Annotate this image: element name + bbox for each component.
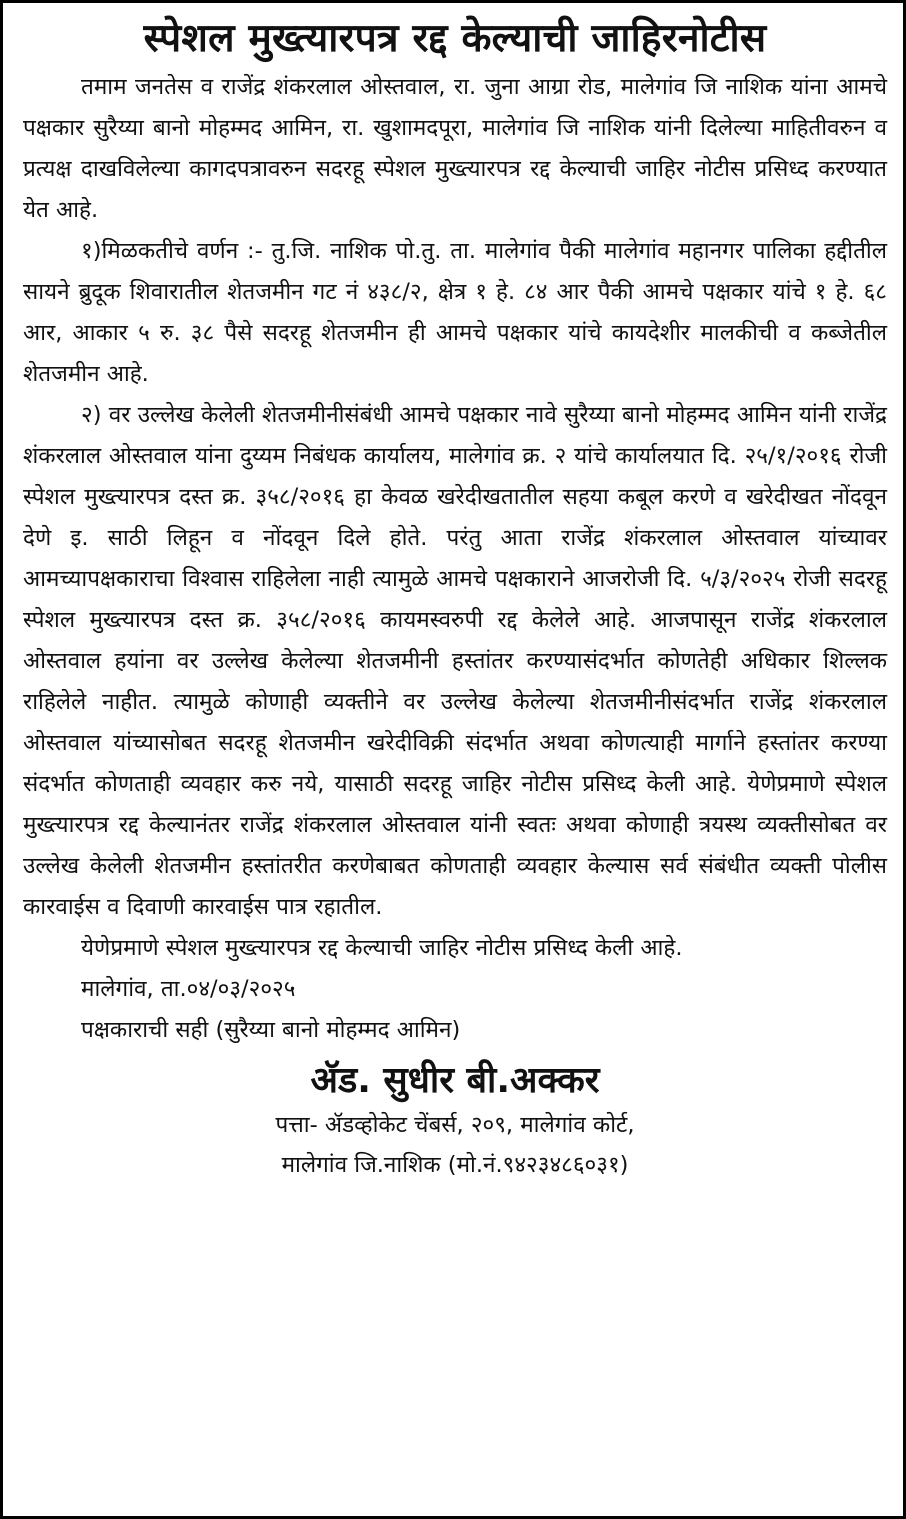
property-description-paragraph: १)मिळकतीचे वर्णन :- तु.जि. नाशिक पो.तु. ता. मालेगांव पैकी मालेगांव महानगर पालिका हद्दीतील सायने ब्रुदूक शिवारातील शेतजमीन गट नं ४३८/२, क्षेत्र १ हे. ८४ आर पैकी आमचे पक्षकार यांचे १ हे. ६८ आर, आकार ५ रु. ३८ पैसे सदरहू शेतजमीन ही आमचे पक्षकार यांचे कायदेशीर मालकीची व कब्जेतील शेतजमीन आहे. <box>23 238 887 387</box>
revocation-details-paragraph: २) वर उल्लेख केलेली शेतजमीनीसंबंधी आमचे पक्षकार नावे सुरैय्या बानो मोहम्मद आमिन यांनी राजेंद्र शंकरलाल ओस्तवाल यांना दुय्यम निबंधक कार्यालय, मालेगांव क्र. २ यांचे कार्यालयात दि. २५/१/२०१६ रोजी स्पेशल मुख्त्यारपत्र दस्त क्र. ३५८/२०१६ हा केवळ खरेदीखतातील सहया कबूल करणे व खरेदीखत नोंदवून देणे इ. साठी लिहून व नोंदवून दिले होते. परंतु आता राजेंद्र शंकरलाल ओस्तवाल यांच्यावर आमच्यापक्षकाराचा विश्वास राहिलेला नाही त्यामुळे आमचे पक्षकाराने आजरोजी दि. ५/३/२०२५ रोजी सदरहू स्पेशल मुख्त्यारपत्र दस्त क्र. ३५८/२०१६ कायमस्वरुपी रद्द केलेले आहे. आजपासून राजेंद्र शंकरलाल ओस्तवाल हयांना वर उल्लेख केलेल्या शेतजमीनी हस्तांतर करण्यासंदर्भात कोणतेही अधिकार शिल्लक राहिलेले नाहीत. त्यामुळे कोणाही व्यक्तीने वर उल्लेख केलेल्या शेतजमीनीसंदर्भात राजेंद्र शंकरलाल ओस्तवाल यांच्यासोबत सदरहू शेतजमीन खरेदीविक्री संदर्भात अथवा कोणत्याही मार्गाने हस्तांतर करण्या संदर्भात कोणताही व्यवहार करु नये, यासाठी सदरहू जाहिर नोटीस प्रसिध्द केली आहे. येणेप्रमाणे स्पेशल मुख्त्यारपत्र रद्द केल्यानंतर राजेंद्र शंकरलाल ओस्तवाल यांनी स्वतः अथवा कोणाही त्रयस्थ व्यक्तीसोबत वर उल्लेख केलेली शेतजमीन हस्तांतरीत करणेबाबत कोणताही व्यवहार केल्यास सर्व संबंधीत व्यक्ती पोलीस कारवाईस व दिवाणी कारवाईस पात्र रहातील. <box>23 402 887 920</box>
notice-intro-paragraph: तमाम जनतेस व राजेंद्र शंकरलाल ओस्तवाल, रा. जुना आग्रा रोड, मालेगांव जि नाशिक यांना आमचे पक्षकार सुरैय्या बानो मोहम्मद आमिन, रा. खुशामदपूरा, मालेगांव जि नाशिक यांनी दिलेल्या माहितीवरुन व प्रत्यक्ष दाखविलेल्या कागदपत्रावरुन सदरहू स्पेशल मुख्त्यारपत्र रद्द केल्याची जाहिर नोटीस प्रसिध्द करण्यात येत आहे. <box>23 74 887 223</box>
advocate-address-line-1: पत्ता- ॲडव्होकेट चेंबर्स, २०९, मालेगांव कोर्ट, <box>275 1112 635 1138</box>
place-date: मालेगांव, ता.०४/०३/२०२५ <box>81 976 296 1002</box>
client-signature: पक्षकाराची सही (सुरैय्या बानो मोहम्मद आमिन) <box>81 1017 461 1043</box>
advocate-address-line-2: मालेगांव जि.नाशिक (मो.नं.९४२३४८६०३१) <box>281 1152 629 1178</box>
closing-paragraph: येणेप्रमाणे स्पेशल मुख्त्यारपत्र रद्द केल्याची जाहिर नोटीस प्रसिध्द केली आहे. <box>81 935 683 961</box>
advocate-name: ॲड. सुधीर बी.अक्कर <box>310 1060 600 1101</box>
notice-title: स्पेशल मुख्त्यारपत्र रद्द केल्याची जाहिरनोटीस <box>143 16 767 61</box>
